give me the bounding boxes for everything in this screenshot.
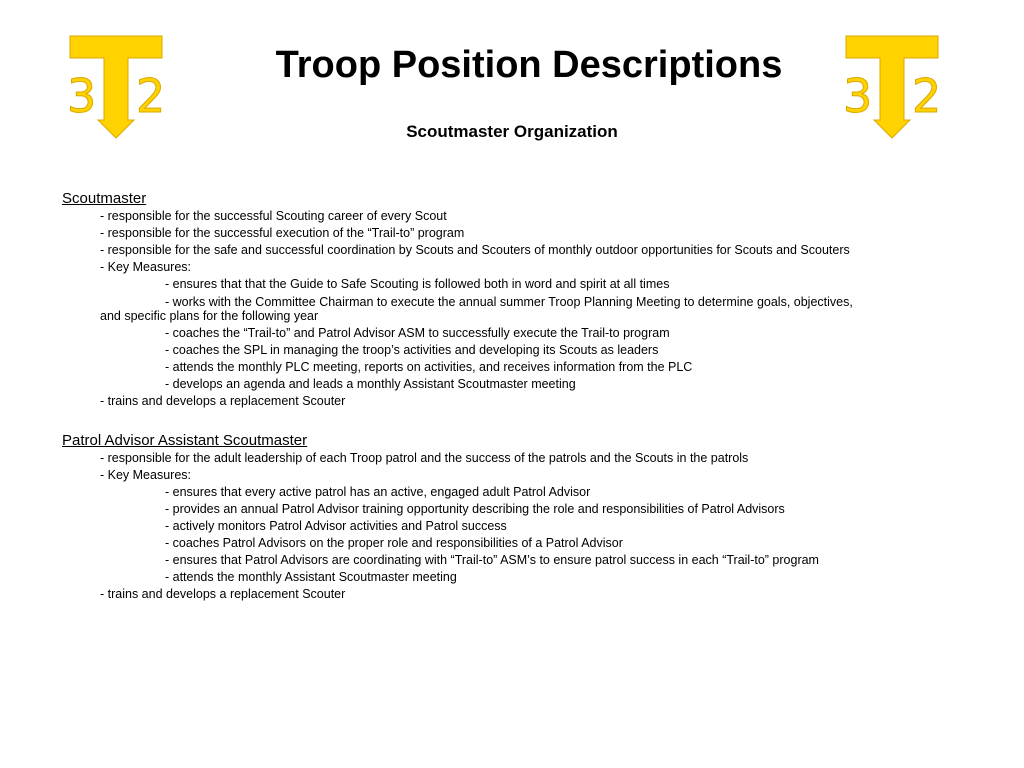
key-measure-item-continued: and specific plans for the following year (100, 309, 319, 323)
responsibility-item: - responsible for the safe and successful coordination by Scouts and Scouters of monthly outdoor opportunities for Scouts and Scouters (100, 243, 850, 257)
responsibility-item: - responsible for the successful execution of the “Trail-to” program (100, 226, 465, 240)
key-measure-item: - actively monitors Patrol Advisor activities and Patrol success (165, 519, 507, 533)
key-measures-heading: - Key Measures: (100, 260, 192, 274)
responsibility-item: - responsible for the adult leadership of each Troop patrol and the success of the patrols and the Scouts in the patrols (100, 451, 749, 465)
logo-digit-2: 2 (912, 69, 942, 123)
key-measure-item: - ensures that that the Guide to Safe Scouting is followed both in word and spirit at all times (165, 277, 670, 291)
page-title: Troop Position Descriptions (275, 44, 783, 86)
logo-digit-2: 2 (136, 69, 166, 123)
section-scoutmaster (62, 190, 962, 410)
key-measure-item: - coaches the “Trail-to” and Patrol Advisor ASM to successfully execute the Trail-to program (165, 326, 670, 340)
key-measure-item: - coaches Patrol Advisors on the proper role and responsibilities of a Patrol Advisor (165, 536, 623, 550)
key-measure-item: - coaches the SPL in managing the troop’s activities and developing its Scouts as leaders (165, 343, 659, 357)
key-measure-item: - ensures that every active patrol has an active, engaged adult Patrol Advisor (165, 485, 591, 499)
responsibility-item: - trains and develops a replacement Scouter (100, 394, 346, 408)
logo-digit-3: 3 (67, 69, 97, 123)
responsibility-item: - responsible for the successful Scouting career of every Scout (100, 209, 447, 223)
section-title: Scoutmaster (62, 190, 147, 207)
section-patrol-advisor-asm (62, 432, 962, 603)
key-measure-item: - attends the monthly Assistant Scoutmaster meeting (165, 570, 457, 584)
page-subtitle: Scoutmaster Organization (406, 122, 618, 141)
key-measure-item: - provides an annual Patrol Advisor training opportunity describing the role and responsibilities of Patrol Advisors (165, 502, 785, 516)
document-body (62, 190, 962, 603)
logo-digit-3: 3 (843, 69, 873, 123)
key-measure-item: - develops an agenda and leads a monthly Assistant Scoutmaster meeting (165, 377, 576, 391)
key-measures-heading: - Key Measures: (100, 468, 192, 482)
key-measure-item: - works with the Committee Chairman to execute the annual summer Troop Planning Meeting to determine goals, objectives, (165, 295, 853, 309)
responsibility-item: - trains and develops a replacement Scouter (100, 587, 346, 601)
key-measure-item: - attends the monthly PLC meeting, reports on activities, and receives information from the PLC (165, 360, 693, 374)
section-title: Patrol Advisor Assistant Scoutmaster (62, 432, 308, 449)
key-measure-item: - ensures that Patrol Advisors are coordinating with “Trail-to” ASM’s to ensure patrol success in each “Trail-to” program (165, 553, 819, 567)
